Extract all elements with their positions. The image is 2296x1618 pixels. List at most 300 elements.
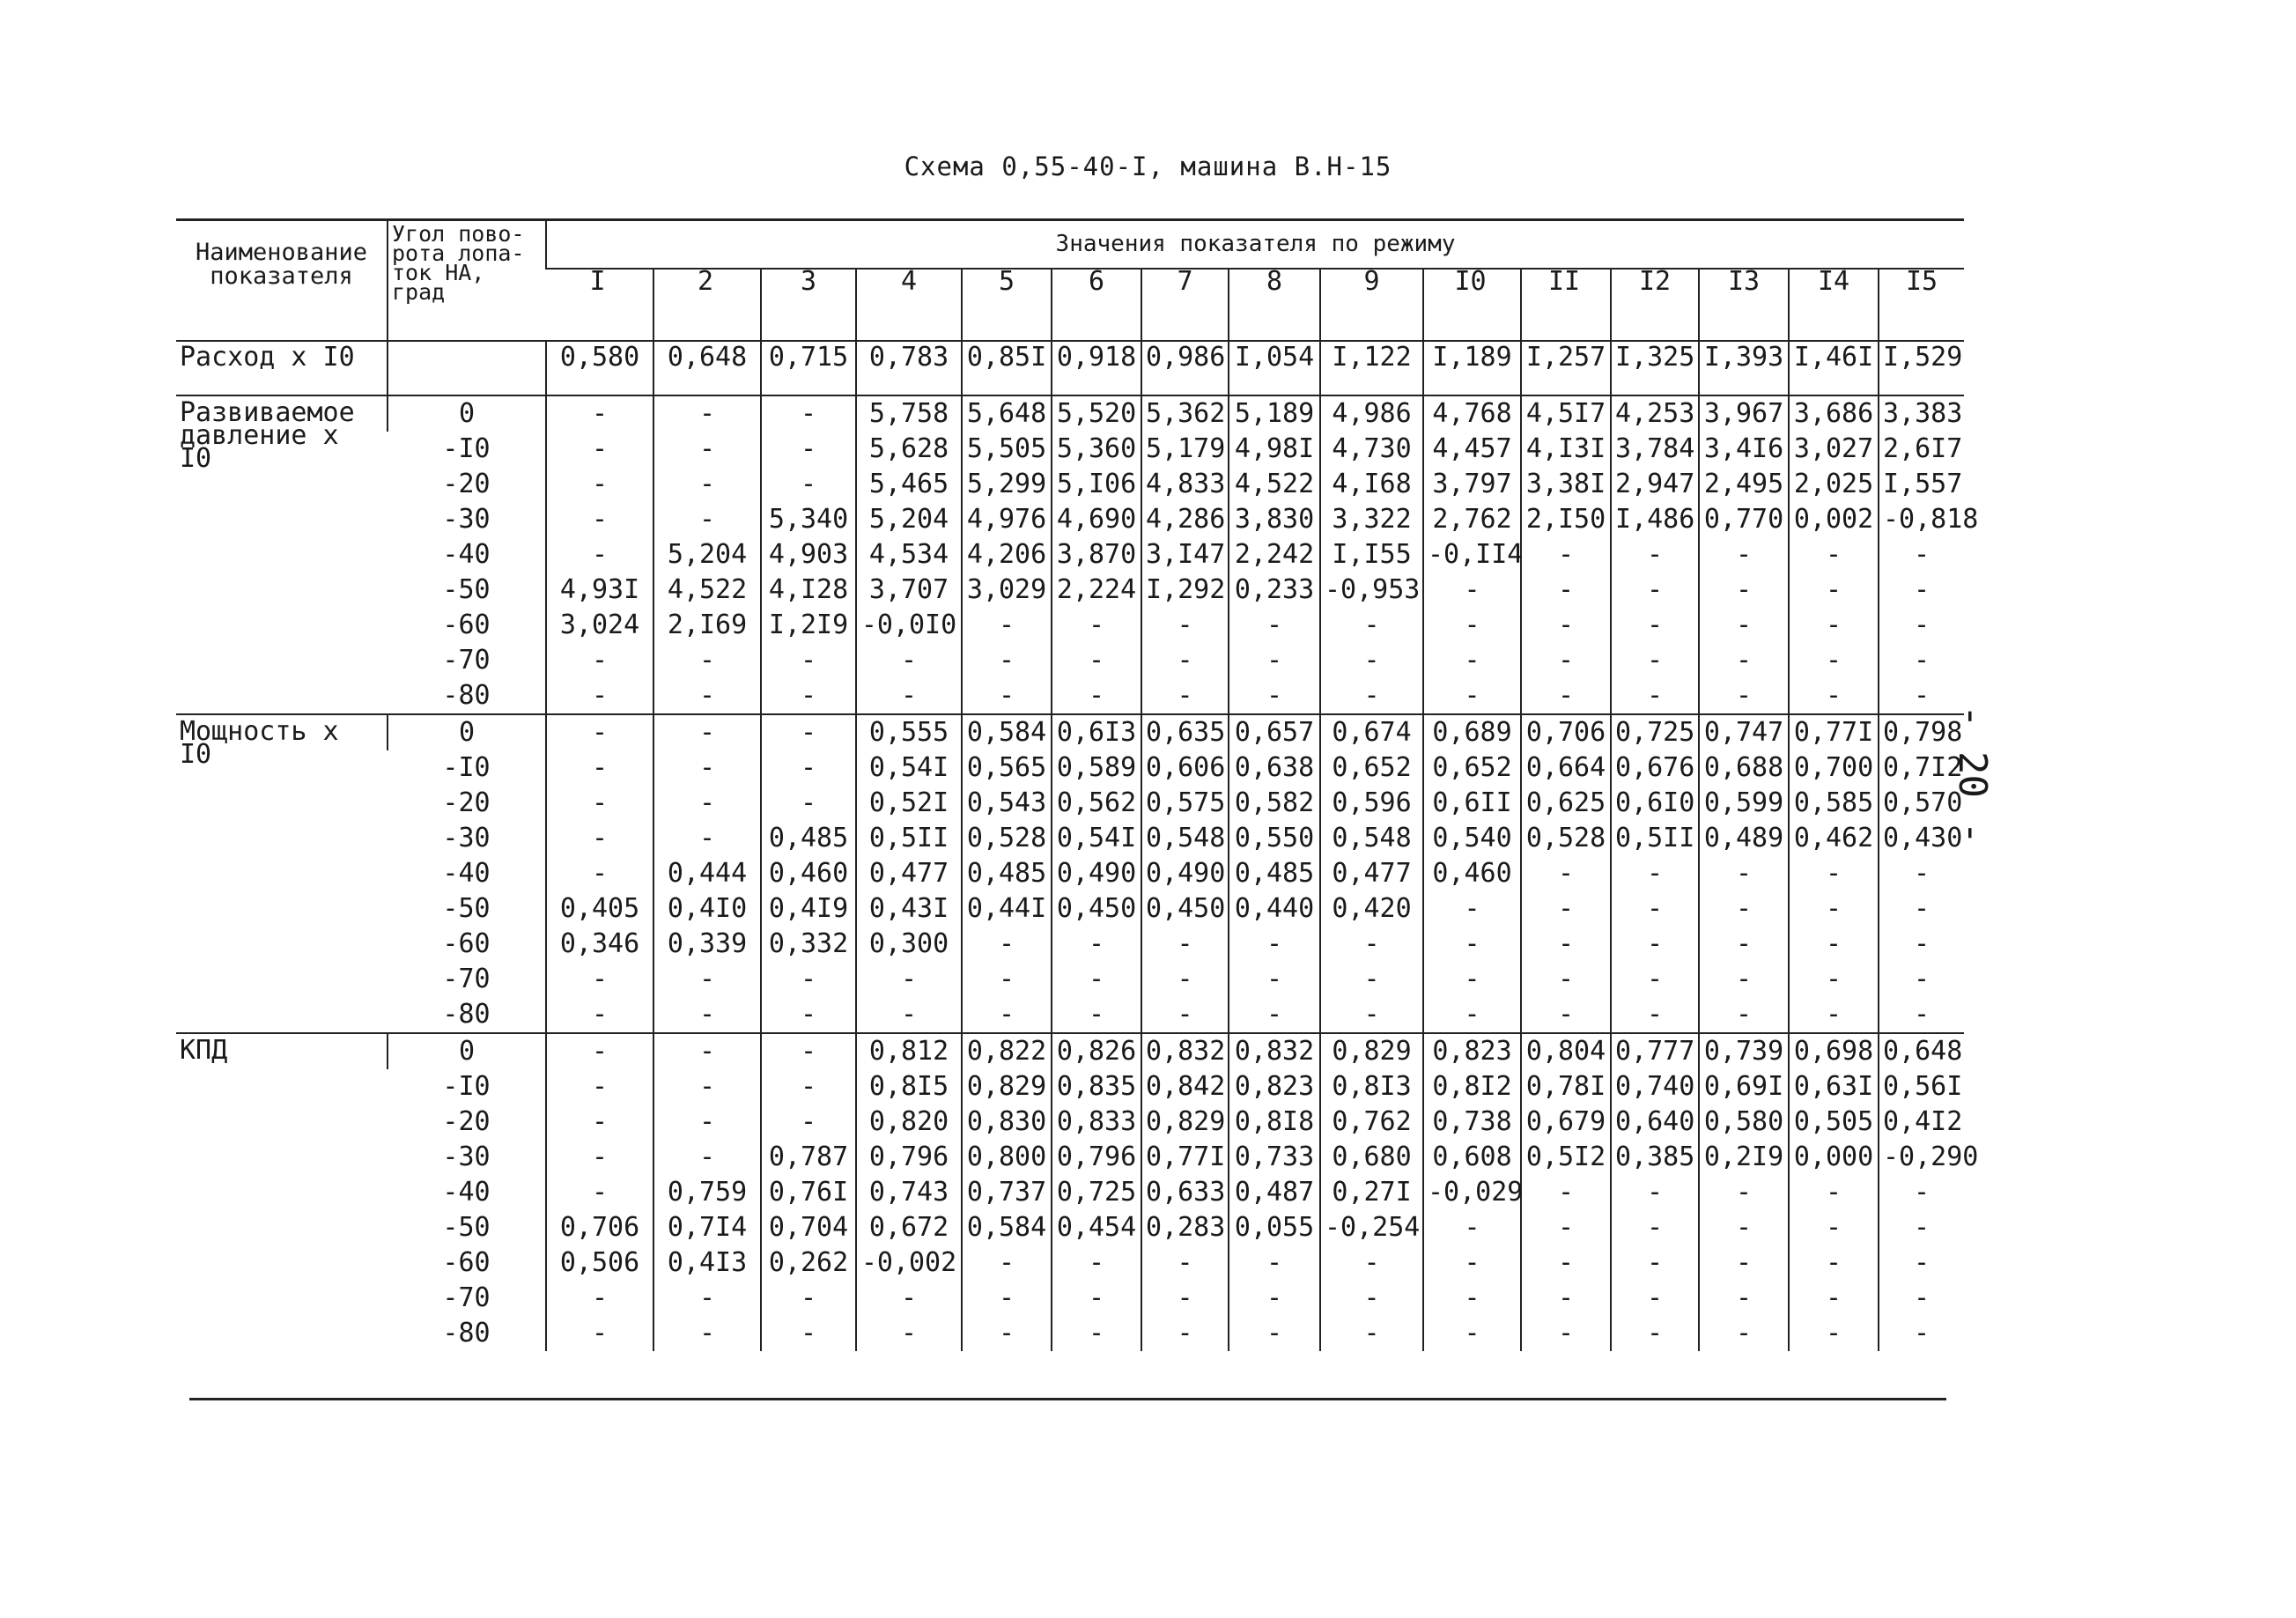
value-cell: 0,640 bbox=[1611, 1105, 1699, 1140]
value-cell: - bbox=[1229, 1245, 1320, 1281]
value-cell: 0,812 bbox=[856, 1033, 962, 1069]
value-cell: - bbox=[1699, 537, 1789, 573]
value-cell: 0,565 bbox=[962, 750, 1052, 786]
flow-row bbox=[176, 341, 1964, 395]
value-cell: - bbox=[1699, 962, 1789, 997]
mode-header: 2 bbox=[653, 269, 761, 341]
value-cell: - bbox=[856, 962, 962, 997]
value-cell: 0,835 bbox=[1052, 1069, 1141, 1105]
value-cell: - bbox=[1423, 1316, 1521, 1351]
value-cell: - bbox=[1699, 1245, 1789, 1281]
value-cell: - bbox=[856, 643, 962, 678]
value-cell: - bbox=[1521, 856, 1611, 891]
value-cell: - bbox=[546, 678, 653, 714]
table-row bbox=[176, 678, 1964, 714]
value-cell: - bbox=[1611, 1175, 1699, 1210]
value-cell: 0,823 bbox=[1423, 1033, 1521, 1069]
value-cell: 0,589 bbox=[1052, 750, 1141, 786]
value-cell: 0,460 bbox=[1423, 856, 1521, 891]
blade-angle: -60 bbox=[442, 928, 491, 959]
value-cell: - bbox=[546, 1105, 653, 1140]
value-cell: - bbox=[1611, 891, 1699, 927]
value-cell: - bbox=[1521, 1210, 1611, 1245]
value-cell: 0,829 bbox=[1320, 1033, 1423, 1069]
value-cell: - bbox=[1611, 1245, 1699, 1281]
table-row bbox=[176, 786, 1964, 821]
value-cell: - bbox=[653, 1140, 761, 1175]
value-cell: 0,490 bbox=[1052, 856, 1141, 891]
value-cell: - bbox=[653, 432, 761, 467]
value-cell: 0,283 bbox=[1141, 1210, 1229, 1245]
value-cell: 0,5II bbox=[856, 821, 962, 856]
value-cell: 0,652 bbox=[1320, 750, 1423, 786]
value-cell: 0,599 bbox=[1699, 786, 1789, 821]
table-row bbox=[176, 1105, 1964, 1140]
value-cell: - bbox=[1521, 1281, 1611, 1316]
value-cell: 5,340 bbox=[761, 502, 856, 537]
table-row bbox=[176, 1175, 1964, 1210]
table-row bbox=[176, 395, 1964, 432]
value-cell: - bbox=[1789, 997, 1879, 1033]
value-cell: 4,93I bbox=[546, 573, 653, 608]
value-cell: - bbox=[1879, 643, 1964, 678]
mode-header: 9 bbox=[1320, 269, 1423, 341]
mode-header: I3 bbox=[1699, 269, 1789, 341]
value-cell: 0,706 bbox=[1521, 714, 1611, 750]
value-cell: - bbox=[962, 1281, 1052, 1316]
value-cell: - bbox=[1229, 927, 1320, 962]
value-cell: 0,737 bbox=[962, 1175, 1052, 1210]
value-cell: 0,689 bbox=[1423, 714, 1521, 750]
value-cell: - bbox=[653, 643, 761, 678]
value-cell: 5,628 bbox=[856, 432, 962, 467]
value-cell: - bbox=[653, 997, 761, 1033]
value-cell: 0,676 bbox=[1611, 750, 1699, 786]
value-cell: 0,44I bbox=[962, 891, 1052, 927]
value-cell: - bbox=[761, 432, 856, 467]
value-cell: -0,953 bbox=[1320, 573, 1423, 608]
value-cell: - bbox=[1879, 678, 1964, 714]
value-cell: 0,8I2 bbox=[1423, 1069, 1521, 1105]
value-cell: 0,796 bbox=[1052, 1140, 1141, 1175]
value-cell: - bbox=[1699, 1316, 1789, 1351]
value-cell: - bbox=[761, 1033, 856, 1069]
value-cell: 0,5II bbox=[1611, 821, 1699, 856]
value-cell: 0,747 bbox=[1699, 714, 1789, 750]
value-cell: 0,596 bbox=[1320, 786, 1423, 821]
value-cell: 0,485 bbox=[1229, 856, 1320, 891]
value-cell: 0,6I0 bbox=[1611, 786, 1699, 821]
value-cell: - bbox=[1789, 1175, 1879, 1210]
value-cell: - bbox=[1423, 997, 1521, 1033]
value-cell: 3,967 bbox=[1699, 395, 1789, 432]
value-cell: 0,548 bbox=[1320, 821, 1423, 856]
value-cell: - bbox=[653, 1069, 761, 1105]
value-cell: 0,725 bbox=[1611, 714, 1699, 750]
value-cell: - bbox=[1052, 962, 1141, 997]
blade-angle: -20 bbox=[442, 469, 491, 499]
value-cell: - bbox=[1699, 1281, 1789, 1316]
value-cell: 5,179 bbox=[1141, 432, 1229, 467]
value-cell: - bbox=[1229, 608, 1320, 643]
value-cell: 0,777 bbox=[1611, 1033, 1699, 1069]
value-cell: 0,505 bbox=[1789, 1105, 1879, 1140]
blade-angle: -30 bbox=[442, 823, 491, 853]
flow-value: 0,648 bbox=[653, 341, 761, 395]
value-cell: 0,460 bbox=[761, 856, 856, 891]
value-cell: - bbox=[761, 1105, 856, 1140]
value-cell: 0,584 bbox=[962, 714, 1052, 750]
value-cell: - bbox=[1879, 1316, 1964, 1351]
value-cell: 3,029 bbox=[962, 573, 1052, 608]
value-cell: - bbox=[1879, 1245, 1964, 1281]
value-cell: - bbox=[653, 1281, 761, 1316]
value-cell: - bbox=[1879, 856, 1964, 891]
value-cell: - bbox=[1052, 997, 1141, 1033]
value-cell: - bbox=[1611, 856, 1699, 891]
value-cell: - bbox=[653, 821, 761, 856]
value-cell: 3,322 bbox=[1320, 502, 1423, 537]
indicator-name-header: Наименование показателя bbox=[176, 220, 388, 342]
value-cell: 0,385 bbox=[1611, 1140, 1699, 1175]
value-cell: 3,38I bbox=[1521, 467, 1611, 502]
flow-value: 0,986 bbox=[1141, 341, 1229, 395]
table-row bbox=[176, 1033, 1964, 1069]
value-cell: - bbox=[653, 467, 761, 502]
value-cell: 3,I47 bbox=[1141, 537, 1229, 573]
flow-value: I,393 bbox=[1699, 341, 1789, 395]
value-cell: 0,800 bbox=[962, 1140, 1052, 1175]
value-cell: - bbox=[546, 821, 653, 856]
table-row bbox=[176, 891, 1964, 927]
blade-angle: -70 bbox=[442, 1282, 491, 1313]
value-cell: 5,648 bbox=[962, 395, 1052, 432]
value-cell: - bbox=[856, 997, 962, 1033]
value-cell: - bbox=[1320, 927, 1423, 962]
value-cell: 2,025 bbox=[1789, 467, 1879, 502]
value-cell: I,2I9 bbox=[761, 608, 856, 643]
value-cell: 0,300 bbox=[856, 927, 962, 962]
value-cell: - bbox=[1141, 1245, 1229, 1281]
value-cell: - bbox=[1699, 678, 1789, 714]
value-cell: - bbox=[761, 1281, 856, 1316]
value-cell: - bbox=[962, 608, 1052, 643]
value-cell: - bbox=[546, 502, 653, 537]
value-cell: - bbox=[546, 750, 653, 786]
flow-value: I,325 bbox=[1611, 341, 1699, 395]
value-cell: - bbox=[1879, 1281, 1964, 1316]
mode-header: 6 bbox=[1052, 269, 1141, 341]
value-cell: 0,405 bbox=[546, 891, 653, 927]
value-cell: 4,I68 bbox=[1320, 467, 1423, 502]
value-cell: 0,485 bbox=[962, 856, 1052, 891]
value-cell: - bbox=[1521, 1316, 1611, 1351]
value-cell: 0,608 bbox=[1423, 1140, 1521, 1175]
value-cell: - bbox=[546, 643, 653, 678]
value-cell: 4,I3I bbox=[1521, 432, 1611, 467]
blade-angle: -30 bbox=[442, 1141, 491, 1172]
mode-header: 3 bbox=[761, 269, 856, 341]
value-cell: 4,976 bbox=[962, 502, 1052, 537]
value-cell: 0,548 bbox=[1141, 821, 1229, 856]
blade-angle: 0 bbox=[388, 1033, 546, 1069]
value-cell: 0,6II bbox=[1423, 786, 1521, 821]
value-cell: 0,575 bbox=[1141, 786, 1229, 821]
value-cell: 0,540 bbox=[1423, 821, 1521, 856]
value-cell: 0,8I3 bbox=[1320, 1069, 1423, 1105]
blade-angle: -80 bbox=[442, 999, 491, 1030]
blade-angle: -20 bbox=[442, 787, 491, 818]
value-cell: -0,0I0 bbox=[856, 608, 962, 643]
value-cell: 4,986 bbox=[1320, 395, 1423, 432]
value-cell: - bbox=[1423, 891, 1521, 927]
value-cell: 0,740 bbox=[1611, 1069, 1699, 1105]
value-cell: - bbox=[1789, 962, 1879, 997]
value-cell: 5,465 bbox=[856, 467, 962, 502]
value-cell: 0,528 bbox=[1521, 821, 1611, 856]
value-cell: 0,69I bbox=[1699, 1069, 1789, 1105]
value-cell: - bbox=[546, 962, 653, 997]
value-cell: 2,I50 bbox=[1521, 502, 1611, 537]
flow-value: 0,715 bbox=[761, 341, 856, 395]
flow-value: 0,783 bbox=[856, 341, 962, 395]
blade-angle: -50 bbox=[442, 1212, 491, 1243]
value-cell: - bbox=[962, 997, 1052, 1033]
flow-value: 0,85I bbox=[962, 341, 1052, 395]
value-cell: - bbox=[962, 678, 1052, 714]
value-cell: 0,6I3 bbox=[1052, 714, 1141, 750]
value-cell: - bbox=[1052, 1316, 1141, 1351]
value-cell: - bbox=[653, 678, 761, 714]
table-row bbox=[176, 1069, 1964, 1105]
value-cell: 0,829 bbox=[1141, 1105, 1229, 1140]
mode-header: I5 bbox=[1879, 269, 1964, 341]
page-number: - 20 - bbox=[1950, 705, 1995, 845]
value-cell: 0,625 bbox=[1521, 786, 1611, 821]
value-cell: 0,698 bbox=[1789, 1033, 1879, 1069]
value-cell: - bbox=[761, 997, 856, 1033]
flow-value: I,189 bbox=[1423, 341, 1521, 395]
blade-angle: -40 bbox=[442, 539, 491, 570]
blade-angle: -60 bbox=[442, 610, 491, 640]
table-row bbox=[176, 1316, 1964, 1351]
value-cell: - bbox=[761, 643, 856, 678]
value-cell: - bbox=[1699, 997, 1789, 1033]
value-cell: - bbox=[546, 1281, 653, 1316]
value-cell: - bbox=[1141, 997, 1229, 1033]
value-cell: 5,362 bbox=[1141, 395, 1229, 432]
mode-header: I4 bbox=[1789, 269, 1879, 341]
value-cell: 2,762 bbox=[1423, 502, 1521, 537]
table-row bbox=[176, 537, 1964, 573]
value-cell: 0,704 bbox=[761, 1210, 856, 1245]
mode-header: 7 bbox=[1141, 269, 1229, 341]
value-cell: 0,832 bbox=[1229, 1033, 1320, 1069]
table-row bbox=[176, 573, 1964, 608]
value-cell: 3,707 bbox=[856, 573, 962, 608]
value-cell: - bbox=[546, 1069, 653, 1105]
flow-label: Расход х I0 bbox=[176, 341, 388, 395]
value-cell: - bbox=[1521, 608, 1611, 643]
value-cell: - bbox=[1879, 537, 1964, 573]
mode-header: 4 bbox=[856, 269, 962, 341]
value-cell: - bbox=[1320, 678, 1423, 714]
value-cell: 0,485 bbox=[761, 821, 856, 856]
value-cell: - bbox=[1879, 997, 1964, 1033]
indicator-table bbox=[176, 218, 1979, 1351]
value-cell: 5,758 bbox=[856, 395, 962, 432]
value-cell: 3,870 bbox=[1052, 537, 1141, 573]
flow-value: 0,580 bbox=[546, 341, 653, 395]
value-cell: - bbox=[856, 678, 962, 714]
value-cell: 0,787 bbox=[761, 1140, 856, 1175]
value-cell: 0,679 bbox=[1521, 1105, 1611, 1140]
value-cell: 0,823 bbox=[1229, 1069, 1320, 1105]
value-cell: - bbox=[653, 502, 761, 537]
value-cell: 0,2I9 bbox=[1699, 1140, 1789, 1175]
value-cell: 0,477 bbox=[1320, 856, 1423, 891]
value-cell: 0,738 bbox=[1423, 1105, 1521, 1140]
flow-value: 0,918 bbox=[1052, 341, 1141, 395]
value-cell: 0,430 bbox=[1879, 821, 1964, 856]
value-cell: - bbox=[653, 395, 761, 432]
value-cell: 0,8I8 bbox=[1229, 1105, 1320, 1140]
value-cell: - bbox=[1052, 608, 1141, 643]
value-cell: - bbox=[1521, 927, 1611, 962]
value-cell: 2,224 bbox=[1052, 573, 1141, 608]
blade-angle: -40 bbox=[442, 858, 491, 889]
blade-angle: 0 bbox=[388, 714, 546, 750]
value-cell: - bbox=[1879, 1210, 1964, 1245]
flow-value: I,257 bbox=[1521, 341, 1611, 395]
value-cell: 0,4I9 bbox=[761, 891, 856, 927]
value-cell: - bbox=[1052, 1245, 1141, 1281]
value-cell: - bbox=[1611, 997, 1699, 1033]
value-cell: 0,582 bbox=[1229, 786, 1320, 821]
value-cell: 4,534 bbox=[856, 537, 962, 573]
value-cell: - bbox=[1141, 1281, 1229, 1316]
value-cell: - bbox=[1320, 1316, 1423, 1351]
value-cell: - bbox=[546, 537, 653, 573]
value-cell: 0,543 bbox=[962, 786, 1052, 821]
value-cell: 0,822 bbox=[962, 1033, 1052, 1069]
table-row bbox=[176, 997, 1964, 1033]
value-cell: - bbox=[546, 1033, 653, 1069]
value-cell: - bbox=[856, 1316, 962, 1351]
value-cell: 4,253 bbox=[1611, 395, 1699, 432]
value-cell: - bbox=[653, 1105, 761, 1140]
value-cell: - bbox=[653, 714, 761, 750]
value-cell: 4,206 bbox=[962, 537, 1052, 573]
value-cell: - bbox=[1789, 891, 1879, 927]
value-cell: - bbox=[761, 786, 856, 821]
value-cell: 0,528 bbox=[962, 821, 1052, 856]
blade-angle: -I0 bbox=[442, 1071, 491, 1102]
value-cell: - bbox=[1423, 573, 1521, 608]
value-cell: 0,332 bbox=[761, 927, 856, 962]
value-cell: - bbox=[1052, 678, 1141, 714]
value-cell: 3,830 bbox=[1229, 502, 1320, 537]
value-cell: 0,4I0 bbox=[653, 891, 761, 927]
value-cell: 0,346 bbox=[546, 927, 653, 962]
value-cell: 4,457 bbox=[1423, 432, 1521, 467]
value-cell: - bbox=[1521, 1175, 1611, 1210]
value-cell: I,292 bbox=[1141, 573, 1229, 608]
value-cell: 4,768 bbox=[1423, 395, 1521, 432]
value-cell: - bbox=[1699, 643, 1789, 678]
value-cell: - bbox=[761, 962, 856, 997]
value-cell: 0,674 bbox=[1320, 714, 1423, 750]
value-cell: - bbox=[962, 1316, 1052, 1351]
blade-angle-header: Угол пово- рота лопа- ток НА, град bbox=[388, 220, 546, 342]
value-cell: -0,254 bbox=[1320, 1210, 1423, 1245]
value-cell: 4,5I7 bbox=[1521, 395, 1611, 432]
value-cell: 4,286 bbox=[1141, 502, 1229, 537]
value-cell: 3,4I6 bbox=[1699, 432, 1789, 467]
value-cell: - bbox=[1611, 678, 1699, 714]
table-row bbox=[176, 927, 1964, 962]
value-cell: - bbox=[1320, 997, 1423, 1033]
value-cell: -0,029 bbox=[1423, 1175, 1521, 1210]
value-cell: - bbox=[1611, 1210, 1699, 1245]
value-cell: - bbox=[761, 678, 856, 714]
value-cell: 0,76I bbox=[761, 1175, 856, 1210]
value-cell: 0,638 bbox=[1229, 750, 1320, 786]
value-cell: 0,27I bbox=[1320, 1175, 1423, 1210]
value-cell: 0,725 bbox=[1052, 1175, 1141, 1210]
value-cell: 3,024 bbox=[546, 608, 653, 643]
value-cell: - bbox=[1611, 962, 1699, 997]
value-cell: - bbox=[1789, 573, 1879, 608]
value-cell: - bbox=[1611, 643, 1699, 678]
value-cell: - bbox=[761, 467, 856, 502]
value-cell: 0,770 bbox=[1699, 502, 1789, 537]
table-row bbox=[176, 1281, 1964, 1316]
value-cell: - bbox=[546, 997, 653, 1033]
table-row bbox=[176, 856, 1964, 891]
value-cell: - bbox=[1521, 537, 1611, 573]
value-cell: - bbox=[1229, 997, 1320, 1033]
value-cell: - bbox=[1229, 643, 1320, 678]
value-cell: 5,360 bbox=[1052, 432, 1141, 467]
value-cell: - bbox=[546, 395, 653, 432]
blade-angle: -80 bbox=[442, 680, 491, 711]
value-cell: - bbox=[962, 1245, 1052, 1281]
mode-header: 8 bbox=[1229, 269, 1320, 341]
value-cell: 2,I69 bbox=[653, 608, 761, 643]
flow-value: I,054 bbox=[1229, 341, 1320, 395]
value-cell: 3,383 bbox=[1879, 395, 1964, 432]
value-cell: - bbox=[761, 1316, 856, 1351]
value-cell: - bbox=[1052, 1281, 1141, 1316]
value-cell: -0,002 bbox=[856, 1245, 962, 1281]
value-cell: 0,233 bbox=[1229, 573, 1320, 608]
value-cell: - bbox=[1789, 1245, 1879, 1281]
value-cell: - bbox=[546, 1175, 653, 1210]
blade-angle: -50 bbox=[442, 893, 491, 924]
value-cell: - bbox=[1423, 1281, 1521, 1316]
table-row bbox=[176, 643, 1964, 678]
value-cell: - bbox=[1320, 608, 1423, 643]
value-cell: - bbox=[1423, 927, 1521, 962]
value-cell: 3,027 bbox=[1789, 432, 1879, 467]
value-cell: 5,I06 bbox=[1052, 467, 1141, 502]
table-row bbox=[176, 1210, 1964, 1245]
value-cell: -0,818 bbox=[1879, 502, 1964, 537]
value-cell: 0,550 bbox=[1229, 821, 1320, 856]
mode-values-header: Значения показателя по режиму bbox=[546, 220, 1964, 270]
value-cell: I,557 bbox=[1879, 467, 1964, 502]
